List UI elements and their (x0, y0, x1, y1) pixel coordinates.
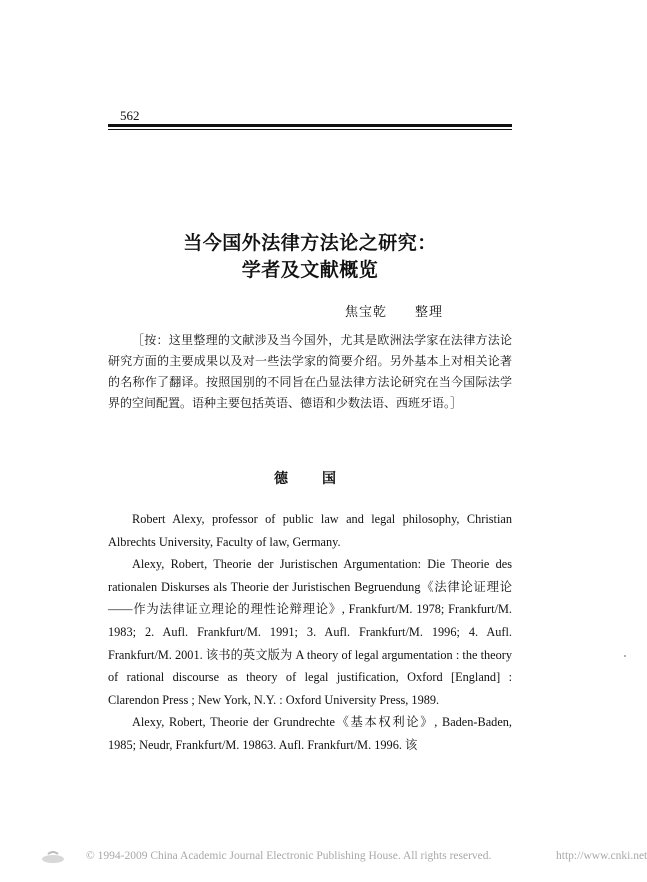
author-name: 焦宝乾 (345, 305, 388, 320)
article-title-line2: 学者及文献概览 (241, 259, 379, 281)
paragraph: Alexy, Robert, Theorie der Juristischen Argumentation: Die Theorie des rationalen Diskurses als Theorie der Juristischen Begruendung《法律论证理论——作为法律证立理论的理性论辩理论》, Frankfurt/M. 1978; Frankfurt/M. 1983; 2. Aufl. Frankfurt/M. 1991; 3. Aufl. Frankfurt/M. 1996; 4. Aufl. Frankfurt/M. 2001. 该书的英文版为 A theory of legal argumentation : the theory of rational discourse as theory of legal justification, Oxford [England] : Clarendon Press ; New York, N.Y. : Oxford University Press, 1989. (108, 557, 512, 707)
speck (624, 655, 626, 657)
footer-url[interactable]: http://www.cnki.net (556, 850, 647, 862)
header-rule-thick (108, 124, 512, 127)
paragraph: Robert Alexy, professor of public law and legal philosophy, Christian Albrechts University, Faculty of law, Germany. (108, 512, 512, 549)
footer (0, 848, 647, 868)
header-rule-thin (108, 129, 512, 130)
author-role: 整理 (415, 305, 444, 320)
publisher-logo-icon (40, 850, 66, 864)
section-heading-germany: 德 国 (274, 471, 346, 487)
page-number: 562 (120, 108, 140, 123)
paragraph: Alexy, Robert, Theorie der Grundrechte《基本权利论》, Baden-Baden, 1985; Neudr, Frankfurt/M. 19863. Aufl. Frankfurt/M. 1996. 该 (108, 715, 512, 752)
body-text (108, 508, 512, 757)
editor-note: ［按：这里整理的文献涉及当今国外，尤其是欧洲法学家在法律方法论研究方面的主要成果以及对一些法学家的简要介绍。另外基本上对相关论著的名称作了翻译。按照国别的不同旨在凸显法律方法论研究在当今国际法学界的空间配置。语种主要包括英语、德语和少数法语、西班牙语。］ (108, 333, 512, 410)
author-line (345, 301, 443, 320)
copyright-text: © 1994-2009 China Academic Journal Electronic Publishing House. All rights reserved. (86, 850, 492, 862)
article-title-line1: 当今国外法律方法论之研究： (183, 232, 437, 254)
